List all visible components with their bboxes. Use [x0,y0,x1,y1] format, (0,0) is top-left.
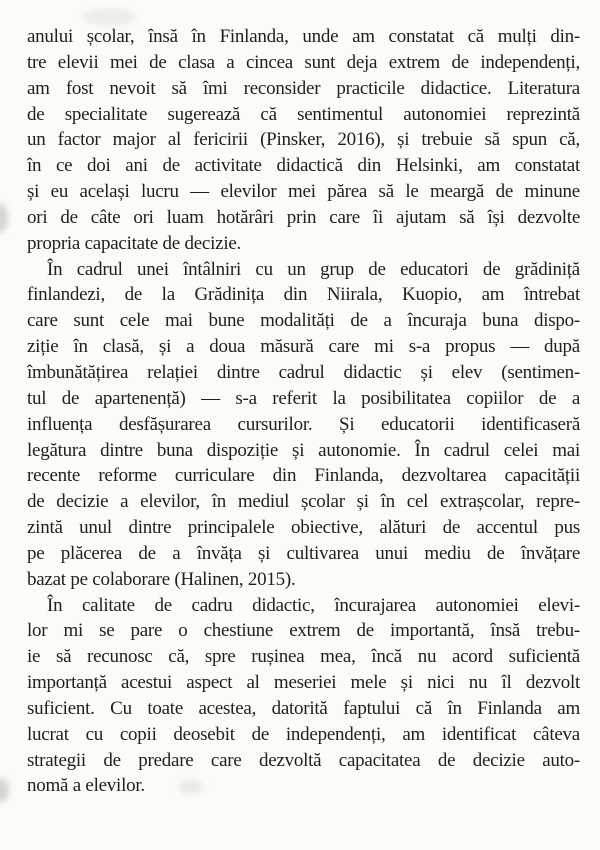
page-text [27,24,580,799]
text-line: ziție în clasă, și a doua măsură care mi s-a propus — după [27,336,580,358]
text-line: lucrat cu copii deosebit de independenți, am identificat câteva [27,723,580,745]
text-line: îmbunătățirea relației dintre cadrul didactic și elev (sentimen- [27,361,580,383]
text-line: lor mi se pare o chestiune extrem de importantă, însă trebu- [27,620,580,642]
text-line: influența desfășurarea cursurilor. Și educatorii identificaseră [27,413,580,435]
text-line: propria capacitate de decizie. [27,232,242,254]
text-line: ie să recunosc că, spre rușinea mea, încă nu acord suficientă [27,646,580,668]
scan-artifact [0,778,9,802]
paragraph [27,24,580,257]
text-line: am fost nevoit să îmi reconsider practicile didactice. Literatura [27,77,580,99]
text-line: zintă unul dintre principalele obiective, alături de accentul pus [27,517,580,539]
text-line: În calitate de cadru didactic, încurajarea autonomiei elevi- [47,594,580,616]
text-line: în ce doi ani de activitate didactică din Helsinki, am constatat [27,155,580,177]
text-line: de specialitate sugerează că sentimentul autonomiei reprezintă [27,103,580,125]
text-line: strategii de predare care dezvoltă capacitatea de decizie auto- [27,749,580,771]
text-line: anului școlar, însă în Finlanda, unde am constatat că mulți din- [27,26,580,47]
text-line: tul de apartenență) — s-a referit la posibilitatea copiilor de a [27,387,580,409]
text-line: bazat pe colaborare (Halinen, 2015). [27,568,296,590]
text-line: și eu același lucru — elevilor mei părea să le meargă de minune [27,181,580,203]
text-line: nomă a elevilor. [27,775,145,797]
text-line: de decizie a elevilor, în mediul școlar și în cel extrașcolar, repre- [27,491,580,513]
text-line: În cadrul unei întâlniri cu un grup de educatori de grădiniță [47,258,580,280]
scan-artifact [0,204,8,232]
text-line: importanță acestui aspect al meseriei mele și nici nu îl dezvolt [27,672,580,694]
paragraph [27,593,580,800]
paragraph [27,257,580,593]
text-line: tre elevii mei de clasa a cincea sunt deja extrem de independenți, [27,51,580,73]
text-line: suficient. Cu toate acestea, datorită faptului că în Finlanda am [27,697,580,719]
text-line: pe plăcerea de a învăța și cultivarea unui mediu de învățare [27,542,580,564]
text-line: care sunt cele mai bune modalități de a încuraja buna dispo- [27,310,580,332]
text-line: finlandezi, de la Grădinița din Niirala, Kuopio, am întrebat [27,284,580,306]
text-line: legătura dintre buna dispoziție și autonomie. În cadrul celei mai [27,439,580,461]
text-line: recente reforme curriculare din Finlanda, dezvoltarea capacității [27,465,580,487]
text-line: ori de câte ori luam hotărâri prin care îi ajutam să își dezvolte [27,206,580,228]
text-line: un factor major al fericirii (Pinsker, 2016), și trebuie să spun că, [27,129,580,151]
